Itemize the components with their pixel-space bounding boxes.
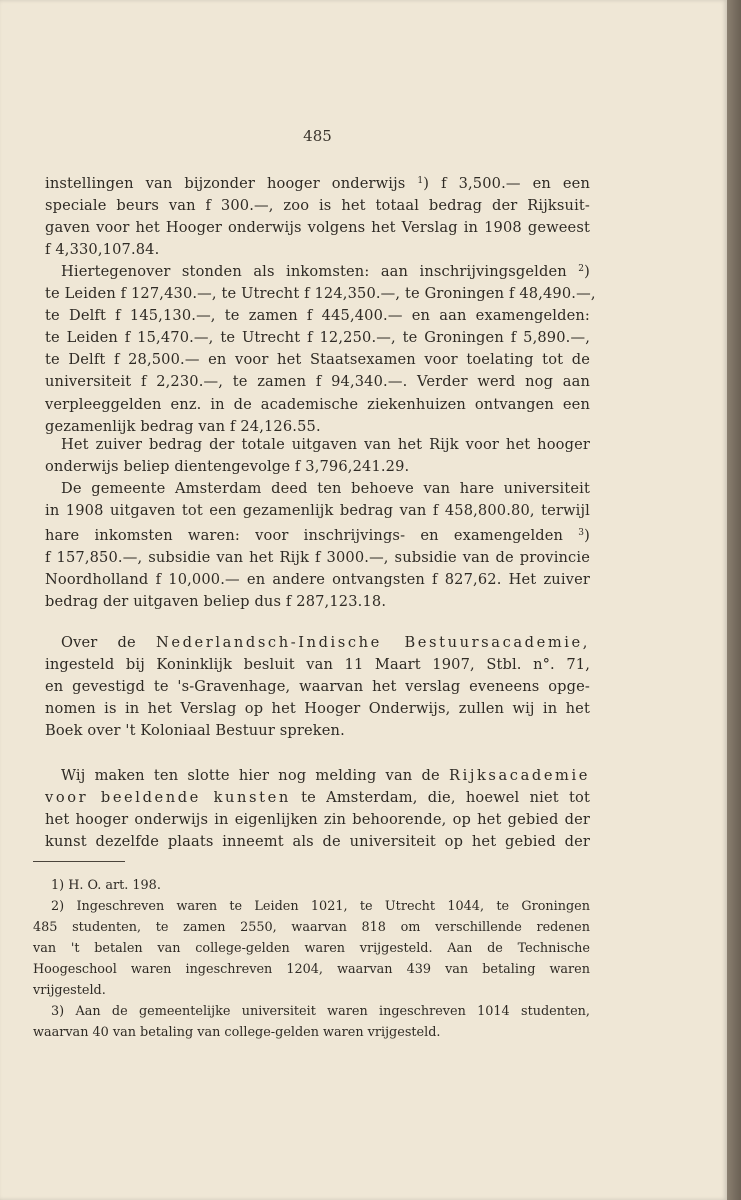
footnote-3: 3) Aan de gemeentelijke universiteit waren ingeschreven 1014 studenten, <box>51 1004 590 1019</box>
paragraph-expenditure: instellingen van bijzonder hooger onderwijs $^1$) f 3,500.— en een speciale beurs van f 300.—, zoo is het totaal bedrag der Rijksuit- gaven voor het Hooger onderwijs volgens het Verslag in 1908 geweest f 4,330,107.84. <box>45 175 590 259</box>
paragraph-bestuursacademie: Over de Nederlandsch-Indische Bestuursacademie, ingesteld bij Koninklijk besluit van 11 Maart 1907, Stbl. n°. 71, en gevestigd te 's-Gravenhage, waarvan het verslag eveneens opge- nomen is in het Verslag op het Hooger Onderwijs, zullen wij in het Boek over 't Koloniaal Bestuur spreken. <box>45 634 590 740</box>
footnote-ref-2: 2 <box>578 264 585 274</box>
footnotes: 1) H. O. art. 198. 2) Ingeschreven waren te Leiden 1021, te Utrecht 1044, te Groningen 485 studenten, te zamen 2550, waarvan 818 om verschillende redenen van 't betalen van college-gelden waren vrijgesteld. Aan de Technische Hoogeschool waren ingeschreven 1204, waarvan 439 van betaling waren vrijgesteld. 3) Aan de gemeentelijke universiteit waren ingeschreven 1014 studenten, waarvan 40 van betaling van college-gelden waren vrijgesteld. <box>33 875 590 1043</box>
footnote-2: 2) Ingeschreven waren te Leiden 1021, te Utrecht 1044, te Groningen <box>51 899 590 914</box>
paragraph-amsterdam: De gemeente Amsterdam deed ten behoeve van hare universiteit in 1908 uitgaven tot een gezamenlijk bedrag van f 458,800.80, terwijl hare inkomsten waren: voor inschrijvings- en examengelden $^3$) f 157,850.—, subsidie van het Rijk f 3000.—, subsidie van de provincie Noordholland f 10,000.— en andere ontvangsten f 827,62. Het zuiver bedrag der uitgaven beliep dus f 287,123.18. <box>45 480 590 611</box>
footnote-ref-3: 3 <box>578 528 585 539</box>
footnote-1: 1) H. O. art. 198. <box>51 878 161 893</box>
paragraph-net-total: Het zuiver bedrag der totale uitgaven van het Rijk voor het hooger onderwijs beliep dientengevolge f 3,796,241.29. <box>45 436 590 476</box>
book-spine-edge <box>727 0 741 1200</box>
paragraph-income: Hiertegenover stonden als inkomsten: aan inschrijvingsgelden $^2$) te Leiden f 127,430.—, te Utrecht f 124,350.—, te Groningen f 48,490.—, te Delft f 145,130.—, te zamen f 445,400.— en aan examengelden: te Leiden f 15,470.—, te Utrecht f 12,250.—, te Groningen f 5,890.—, te Delft f 28,500.— en voor het Staatsexamen voor toelating tot de universiteit f 2,230.—, te zamen f 94,340.—. Verder werd nog aan verpleeggelden enz. in de academische ziekenhuizen ontvangen een gezamenlijk bedrag van f 24,126.55. <box>45 263 596 435</box>
paragraph-rijksacademie: Wij maken ten slotte hier nog melding van de Rijksacademie voor beeldende kunsten te Amsterdam, die, hoewel niet tot het hooger onderwijs in eigenlijken zin behoorende, op het gebied der kunst dezelfde plaats inneemt als de universiteit op het gebied der <box>45 767 590 851</box>
page-number: 485 <box>303 127 332 145</box>
footnote-divider <box>33 861 125 862</box>
footnote-ref-1: 1 <box>417 176 424 186</box>
